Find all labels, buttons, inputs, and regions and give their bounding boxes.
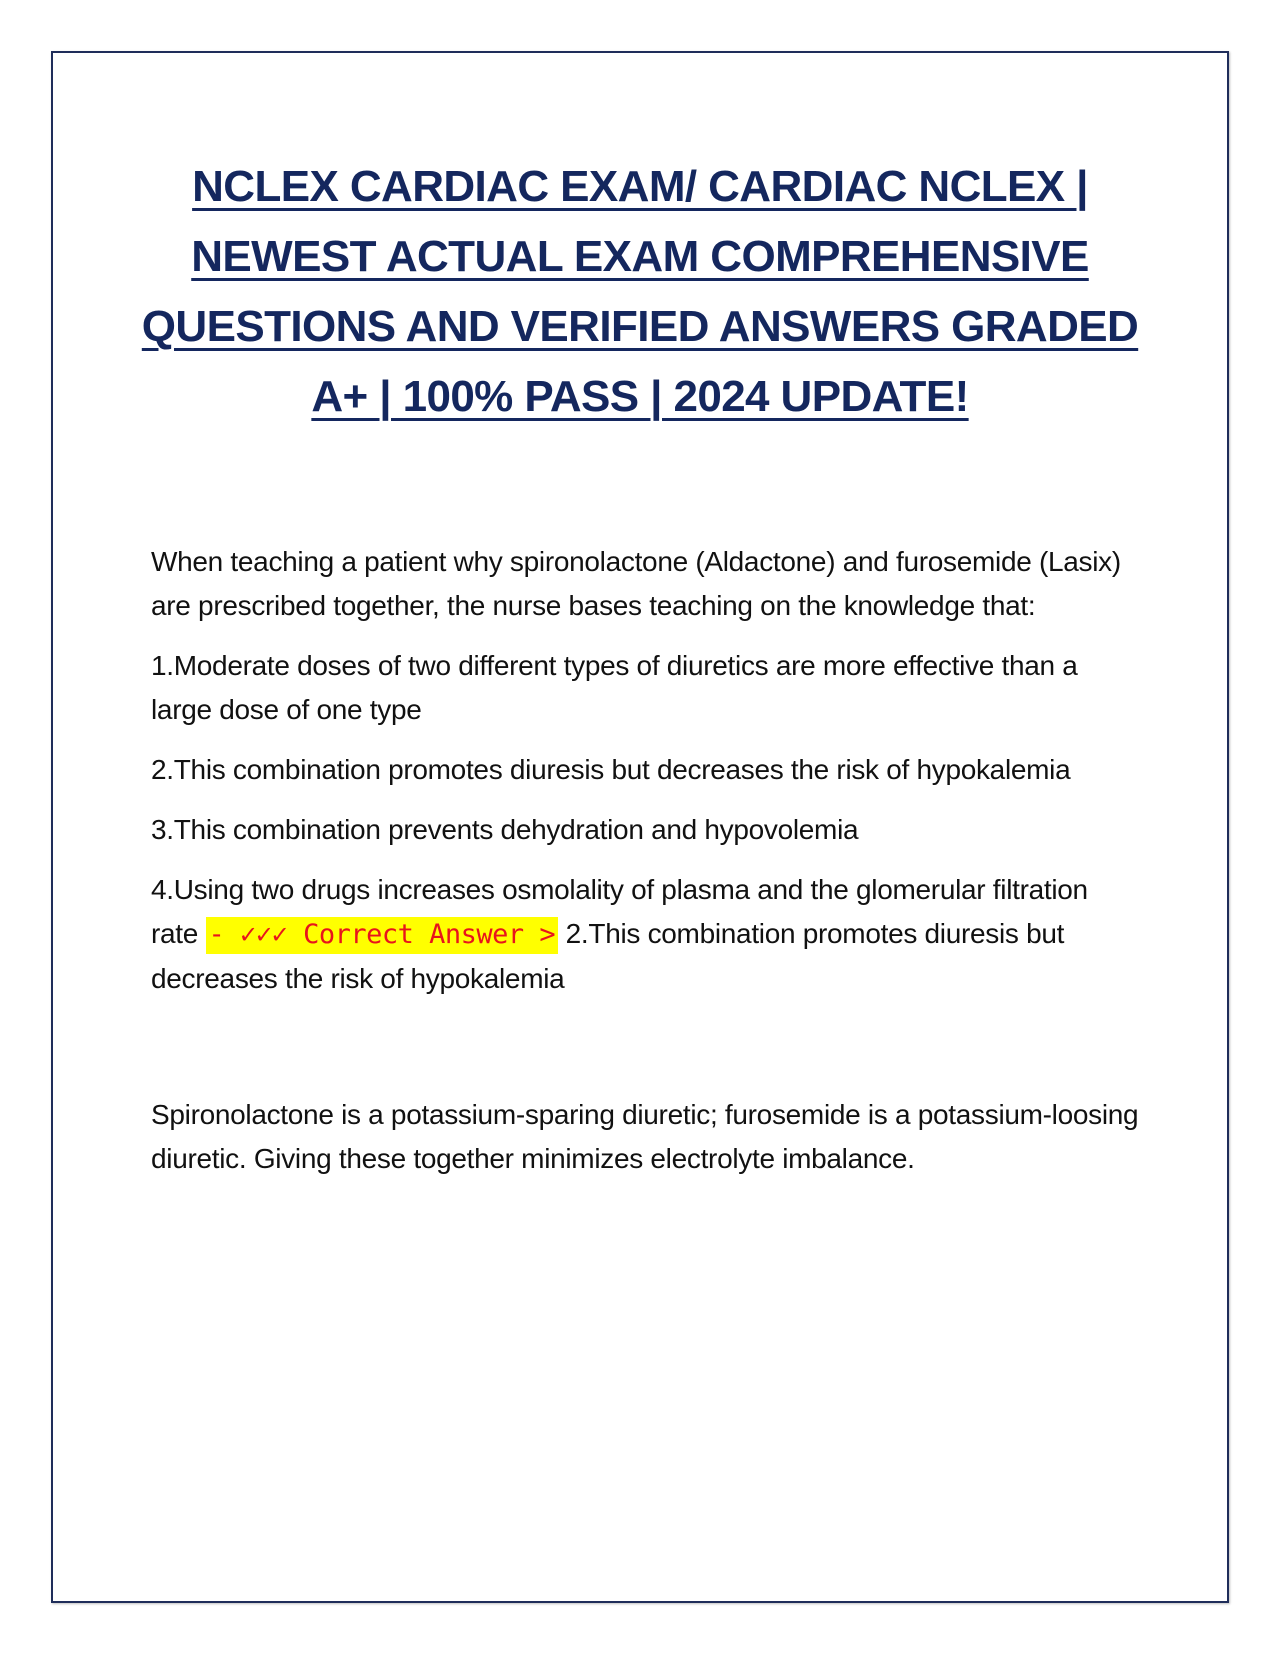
- answer-option-4-line: [151, 868, 1141, 1001]
- answer-option-1: 1.Moderate doses of two different types of diuretics are more effective than a large dose of one type: [151, 650, 1078, 725]
- question-text: When teaching a patient why spironolactone (Aldactone) and furosemide (Lasix) are prescribed together, the nurse bases teaching on the knowledge that:: [151, 546, 1121, 621]
- correct-answer-text: 2.This combination promotes diuresis but decreases the risk of hypokalemia: [151, 918, 1065, 994]
- document-title: NCLEX CARDIAC EXAM/ CARDIAC NCLEX | NEWEST ACTUAL EXAM COMPREHENSIVE QUESTIONS AND VERIFIED ANSWERS GRADED A+ | 100% PASS | 2024 UPDATE!: [141, 162, 1139, 421]
- answer-option-4: 4.Using two drugs increases osmolality of plasma and the glomerular filtration rate: [151, 874, 1088, 949]
- answer-option-2: 2.This combination promotes diuresis but decreases the risk of hypokalemia: [151, 754, 1071, 785]
- answer-option-3: 3.This combination prevents dehydration and hypovolemia: [151, 814, 859, 845]
- question-block: [151, 540, 1141, 1181]
- correct-answer-marker: - ✓✓✓ Correct Answer >: [206, 917, 559, 954]
- explanation-text: Spironolactone is a potassium-sparing diuretic; furosemide is a potassium-loosing diuretic. Giving these together minimizes electrolyte imbalance.: [151, 1099, 1139, 1174]
